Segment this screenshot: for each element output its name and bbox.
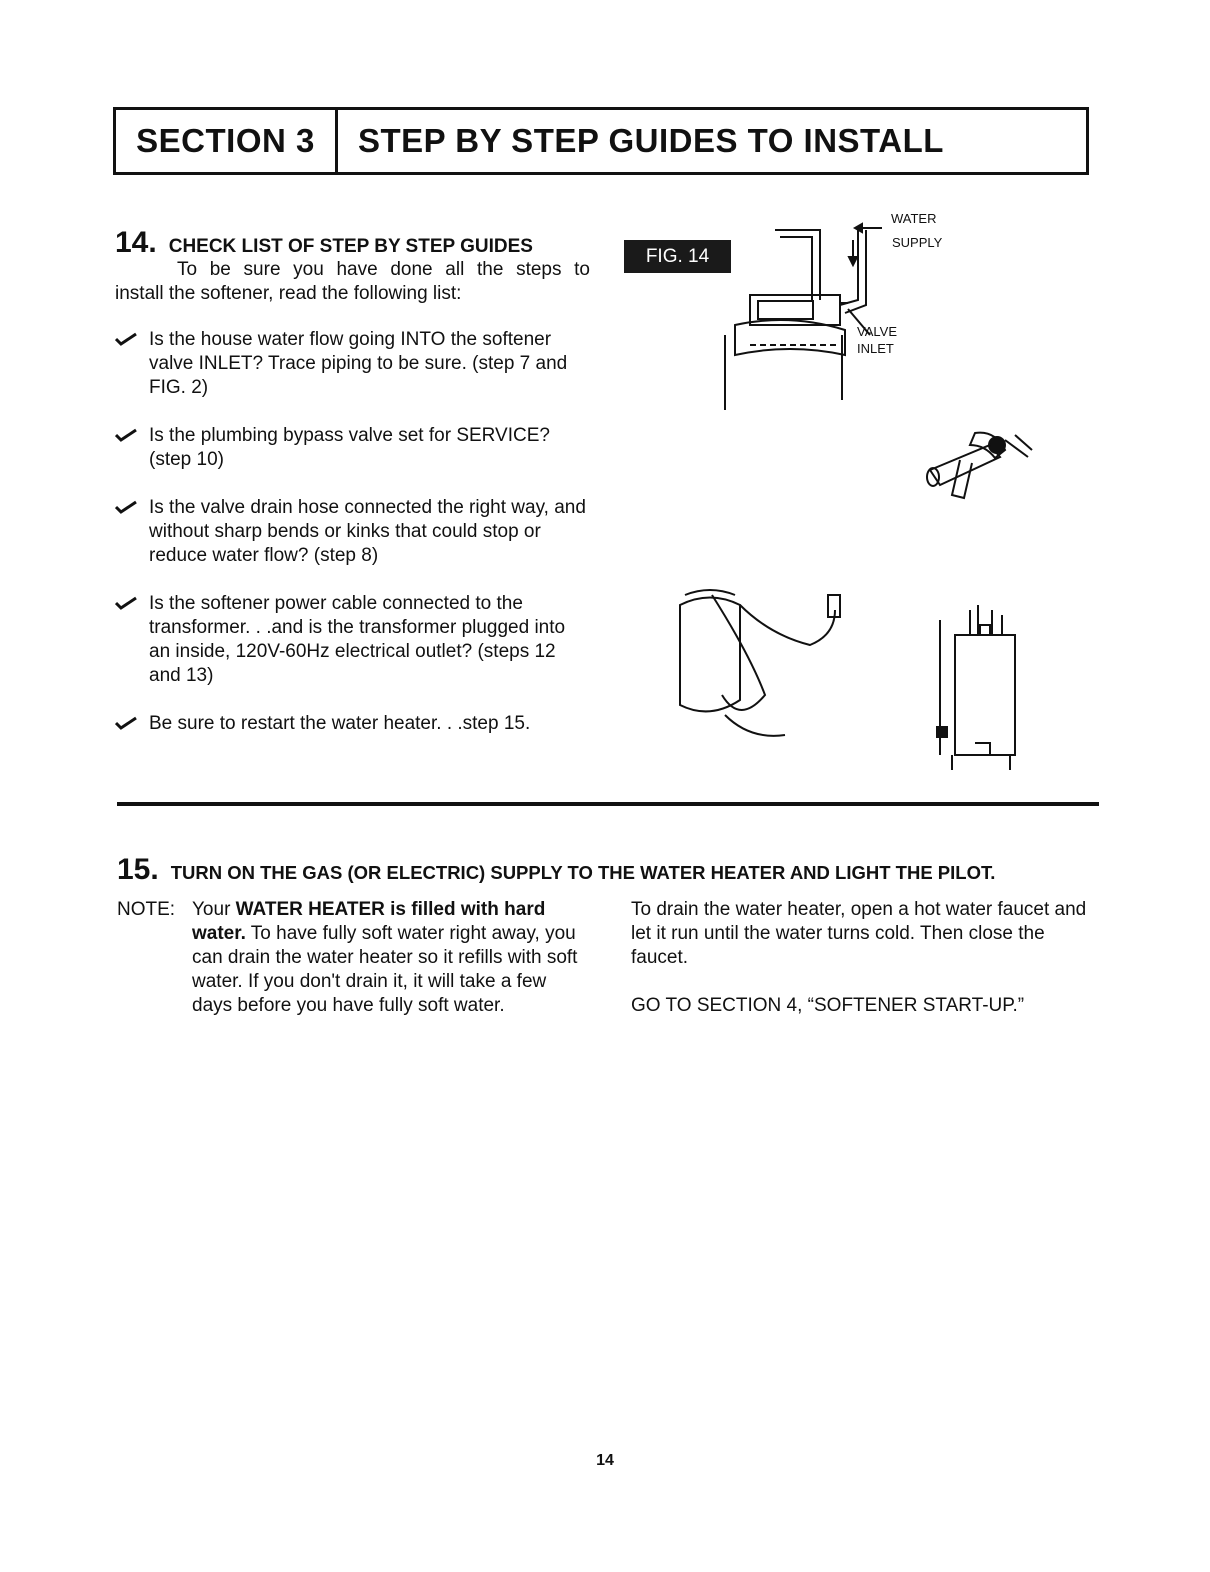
section-number: SECTION 3 [116, 110, 338, 172]
water-heater-drawing [937, 605, 1015, 770]
step-14-title: CHECK LIST OF STEP BY STEP GUIDES [168, 236, 533, 257]
checklist-item [115, 424, 590, 472]
step-15-number: 15. [117, 853, 159, 886]
supply-arrows [840, 224, 882, 335]
note-body [117, 898, 587, 1018]
checklist-item-text: Is the valve drain hose connected the right way, and without sharp bends or kinks that could stop or reduce water flow? (step 8) [149, 497, 586, 566]
label-inlet: INLET [857, 341, 894, 356]
section-divider [117, 802, 1099, 806]
checkmark-icon [115, 428, 137, 442]
step-15-title: TURN ON THE GAS (OR ELECTRIC) SUPPLY TO THE WATER HEATER AND LIGHT THE PILOT. [170, 862, 996, 883]
checklist-item [115, 496, 590, 568]
checklist-item [115, 712, 590, 736]
step-14-intro-line-1: To be sure you have done all the steps to [177, 259, 590, 280]
figure-label: FIG. 14 [624, 240, 731, 273]
step-15 [117, 853, 1102, 887]
checkmark-icon [115, 716, 137, 730]
note-bold: WATER HEATER is filled with hard water. [192, 899, 546, 944]
goto-next-section: GO TO SECTION 4, “SOFTENER START-UP.” [631, 995, 1025, 1016]
label-supply: SUPPLY [892, 235, 943, 250]
figure-14-illustration [600, 195, 1060, 785]
step-15-heading [117, 853, 1102, 887]
checkmark-icon [115, 500, 137, 514]
label-valve: VALVE [857, 324, 897, 339]
label-water: WATER [891, 211, 937, 226]
step-14 [115, 226, 590, 736]
checklist-item-text: Is the house water flow going INTO the softener valve INLET? Trace piping to be sure. (step 7 and FIG. 2) [149, 329, 568, 398]
page-number: 14 [596, 1452, 614, 1469]
softener-valve-drawing [725, 230, 866, 410]
section-header [113, 107, 1089, 175]
softener-tank-drawing [680, 590, 840, 736]
checkmark-icon [115, 596, 137, 610]
note-pre: Your [192, 899, 236, 920]
step-15-note [117, 898, 587, 1018]
checklist-item-text: Be sure to restart the water heater. . .step 15. [149, 713, 531, 734]
step-14-intro-line-2: install the softener, read the following list: [115, 283, 462, 304]
step-14-intro [115, 258, 590, 306]
checkmark-icon [115, 332, 137, 346]
checklist-item [115, 592, 590, 688]
checklist-item-text: Is the plumbing bypass valve set for SERVICE? (step 10) [149, 425, 550, 470]
step-14-number: 14. [115, 226, 157, 259]
section-title: STEP BY STEP GUIDES TO INSTALL [358, 122, 944, 159]
checklist-item-text: Is the softener power cable connected to the transformer. . .and is the transformer plugged into an inside, 120V-60Hz electrical outlet? (steps 12 and 13) [149, 593, 566, 686]
step-14-heading [115, 226, 590, 260]
note-rest: To have fully soft water right away, you can drain the water heater so it refills with soft water. If you don't drain it, it will take a few days before you have fully soft water. [192, 923, 578, 1016]
step-15-instructions [631, 898, 1098, 1042]
drain-instructions: To drain the water heater, open a hot water faucet and let it run until the water turns cold. Then close the faucet. [631, 899, 1087, 968]
bypass-valve-drawing [927, 433, 1032, 498]
checklist-item [115, 328, 590, 400]
note-label: NOTE: [117, 899, 176, 920]
